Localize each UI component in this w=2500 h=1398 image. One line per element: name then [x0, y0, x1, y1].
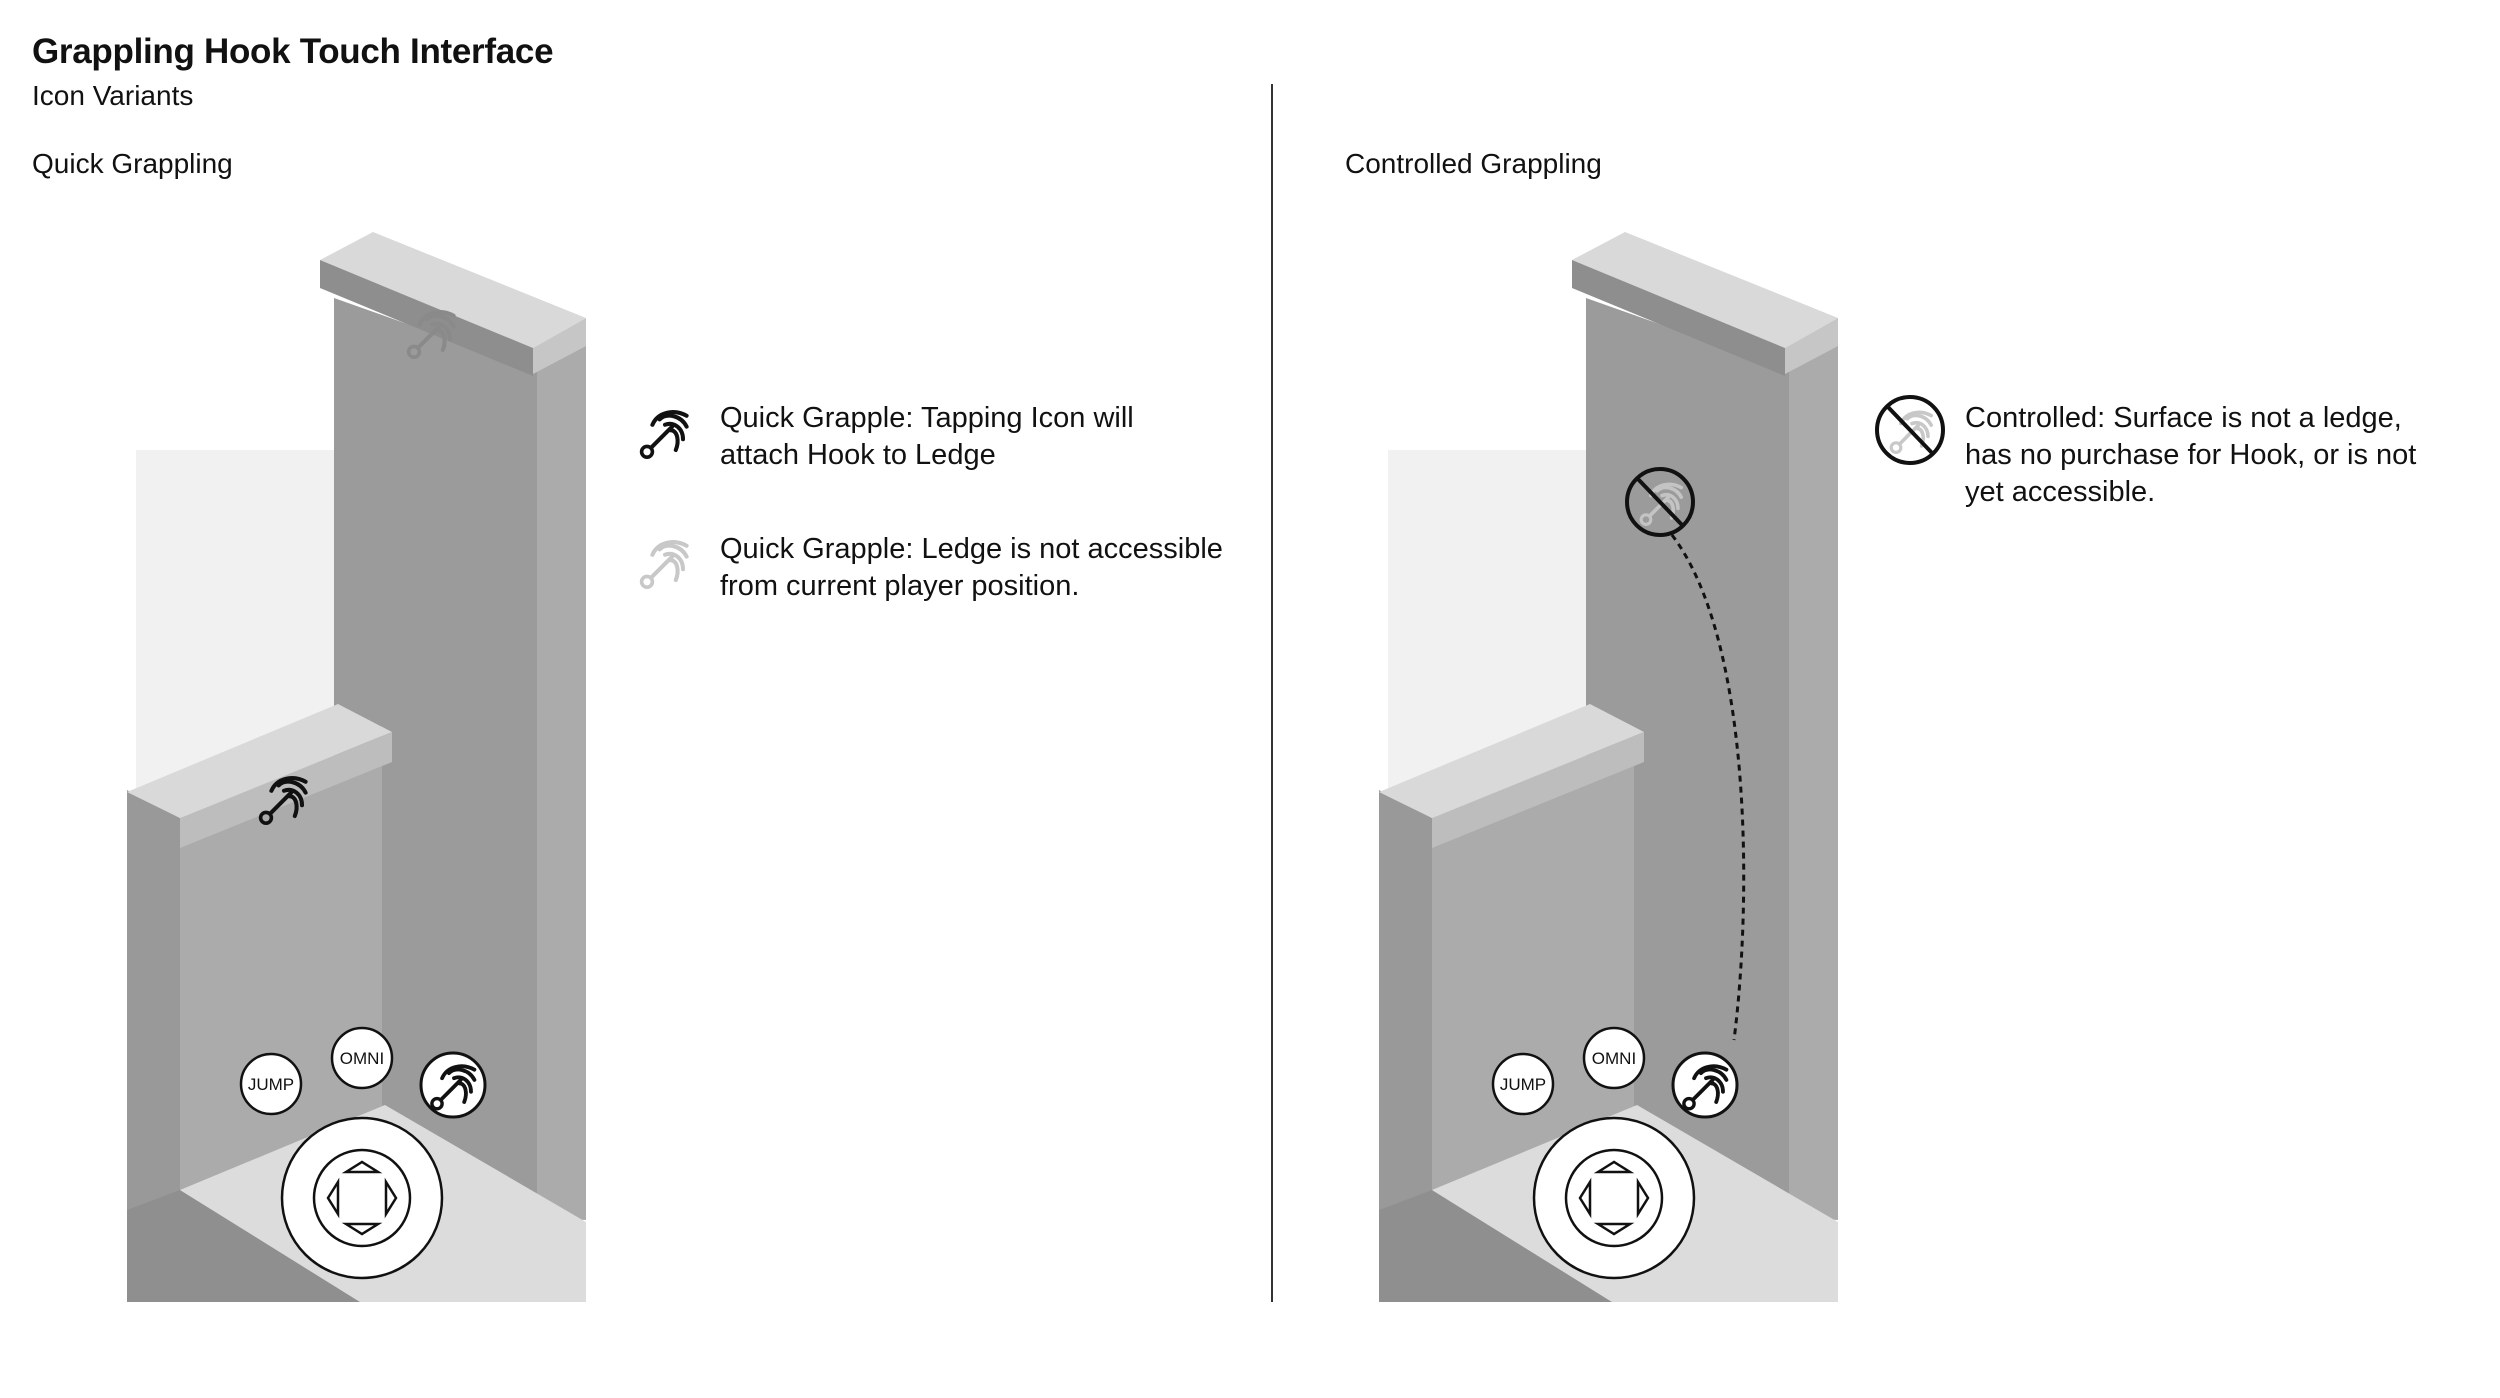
jump-button[interactable]: [241, 1054, 301, 1114]
legend-controlled-blocked: [1965, 400, 2416, 511]
section-label-controlled-grappling: Controlled Grappling: [1345, 148, 1602, 179]
legend-text-line: has no purchase for Hook, or is not: [1965, 439, 2417, 471]
omni-button[interactable]: [1584, 1028, 1644, 1088]
page-subtitle: Icon Variants: [32, 80, 194, 111]
legend-text-line: Quick Grapple: Tapping Icon will: [720, 402, 1134, 434]
omni-button[interactable]: [332, 1028, 392, 1088]
controlled-grappling-scene: [1250, 0, 2500, 1340]
quick-grappling-scene: [0, 0, 1270, 1340]
legend-text-line: attach Hook to Ledge: [720, 439, 996, 471]
legend-text-line: yet accessible.: [1965, 476, 2156, 508]
legend-text-line: Quick Grapple: Ledge is not accessible: [720, 533, 1223, 565]
section-label-quick-grappling: Quick Grappling: [32, 148, 233, 179]
omni-button-label: OMNI: [339, 1049, 385, 1068]
no-grapple-target-icon: [1627, 469, 1693, 535]
legend-grapple-hook-faded-icon: [642, 542, 687, 587]
jump-button-label: JUMP: [1499, 1075, 1547, 1094]
grapple-button[interactable]: [421, 1053, 485, 1117]
jump-button-label: JUMP: [247, 1075, 295, 1094]
jump-button[interactable]: [1493, 1054, 1553, 1114]
tall-wall-side: [1789, 345, 1838, 1220]
legend-text-line: Controlled: Surface is not a ledge,: [1965, 402, 2402, 434]
directional-pad[interactable]: [1534, 1118, 1694, 1278]
grapple-button[interactable]: [1673, 1053, 1737, 1117]
legend-grapple-hook-icon: [642, 412, 687, 457]
tall-wall-side: [537, 345, 586, 1220]
legend-quick-grapple-inactive: [720, 531, 1223, 605]
omni-button-label: OMNI: [1591, 1049, 1637, 1068]
legend-no-grapple-icon: [1877, 397, 1943, 463]
directional-pad[interactable]: [282, 1118, 442, 1278]
page-title: Grappling Hook Touch Interface: [32, 32, 554, 71]
legend-text-line: from current player position.: [720, 570, 1080, 602]
legend-quick-grapple-active: [720, 400, 1134, 474]
